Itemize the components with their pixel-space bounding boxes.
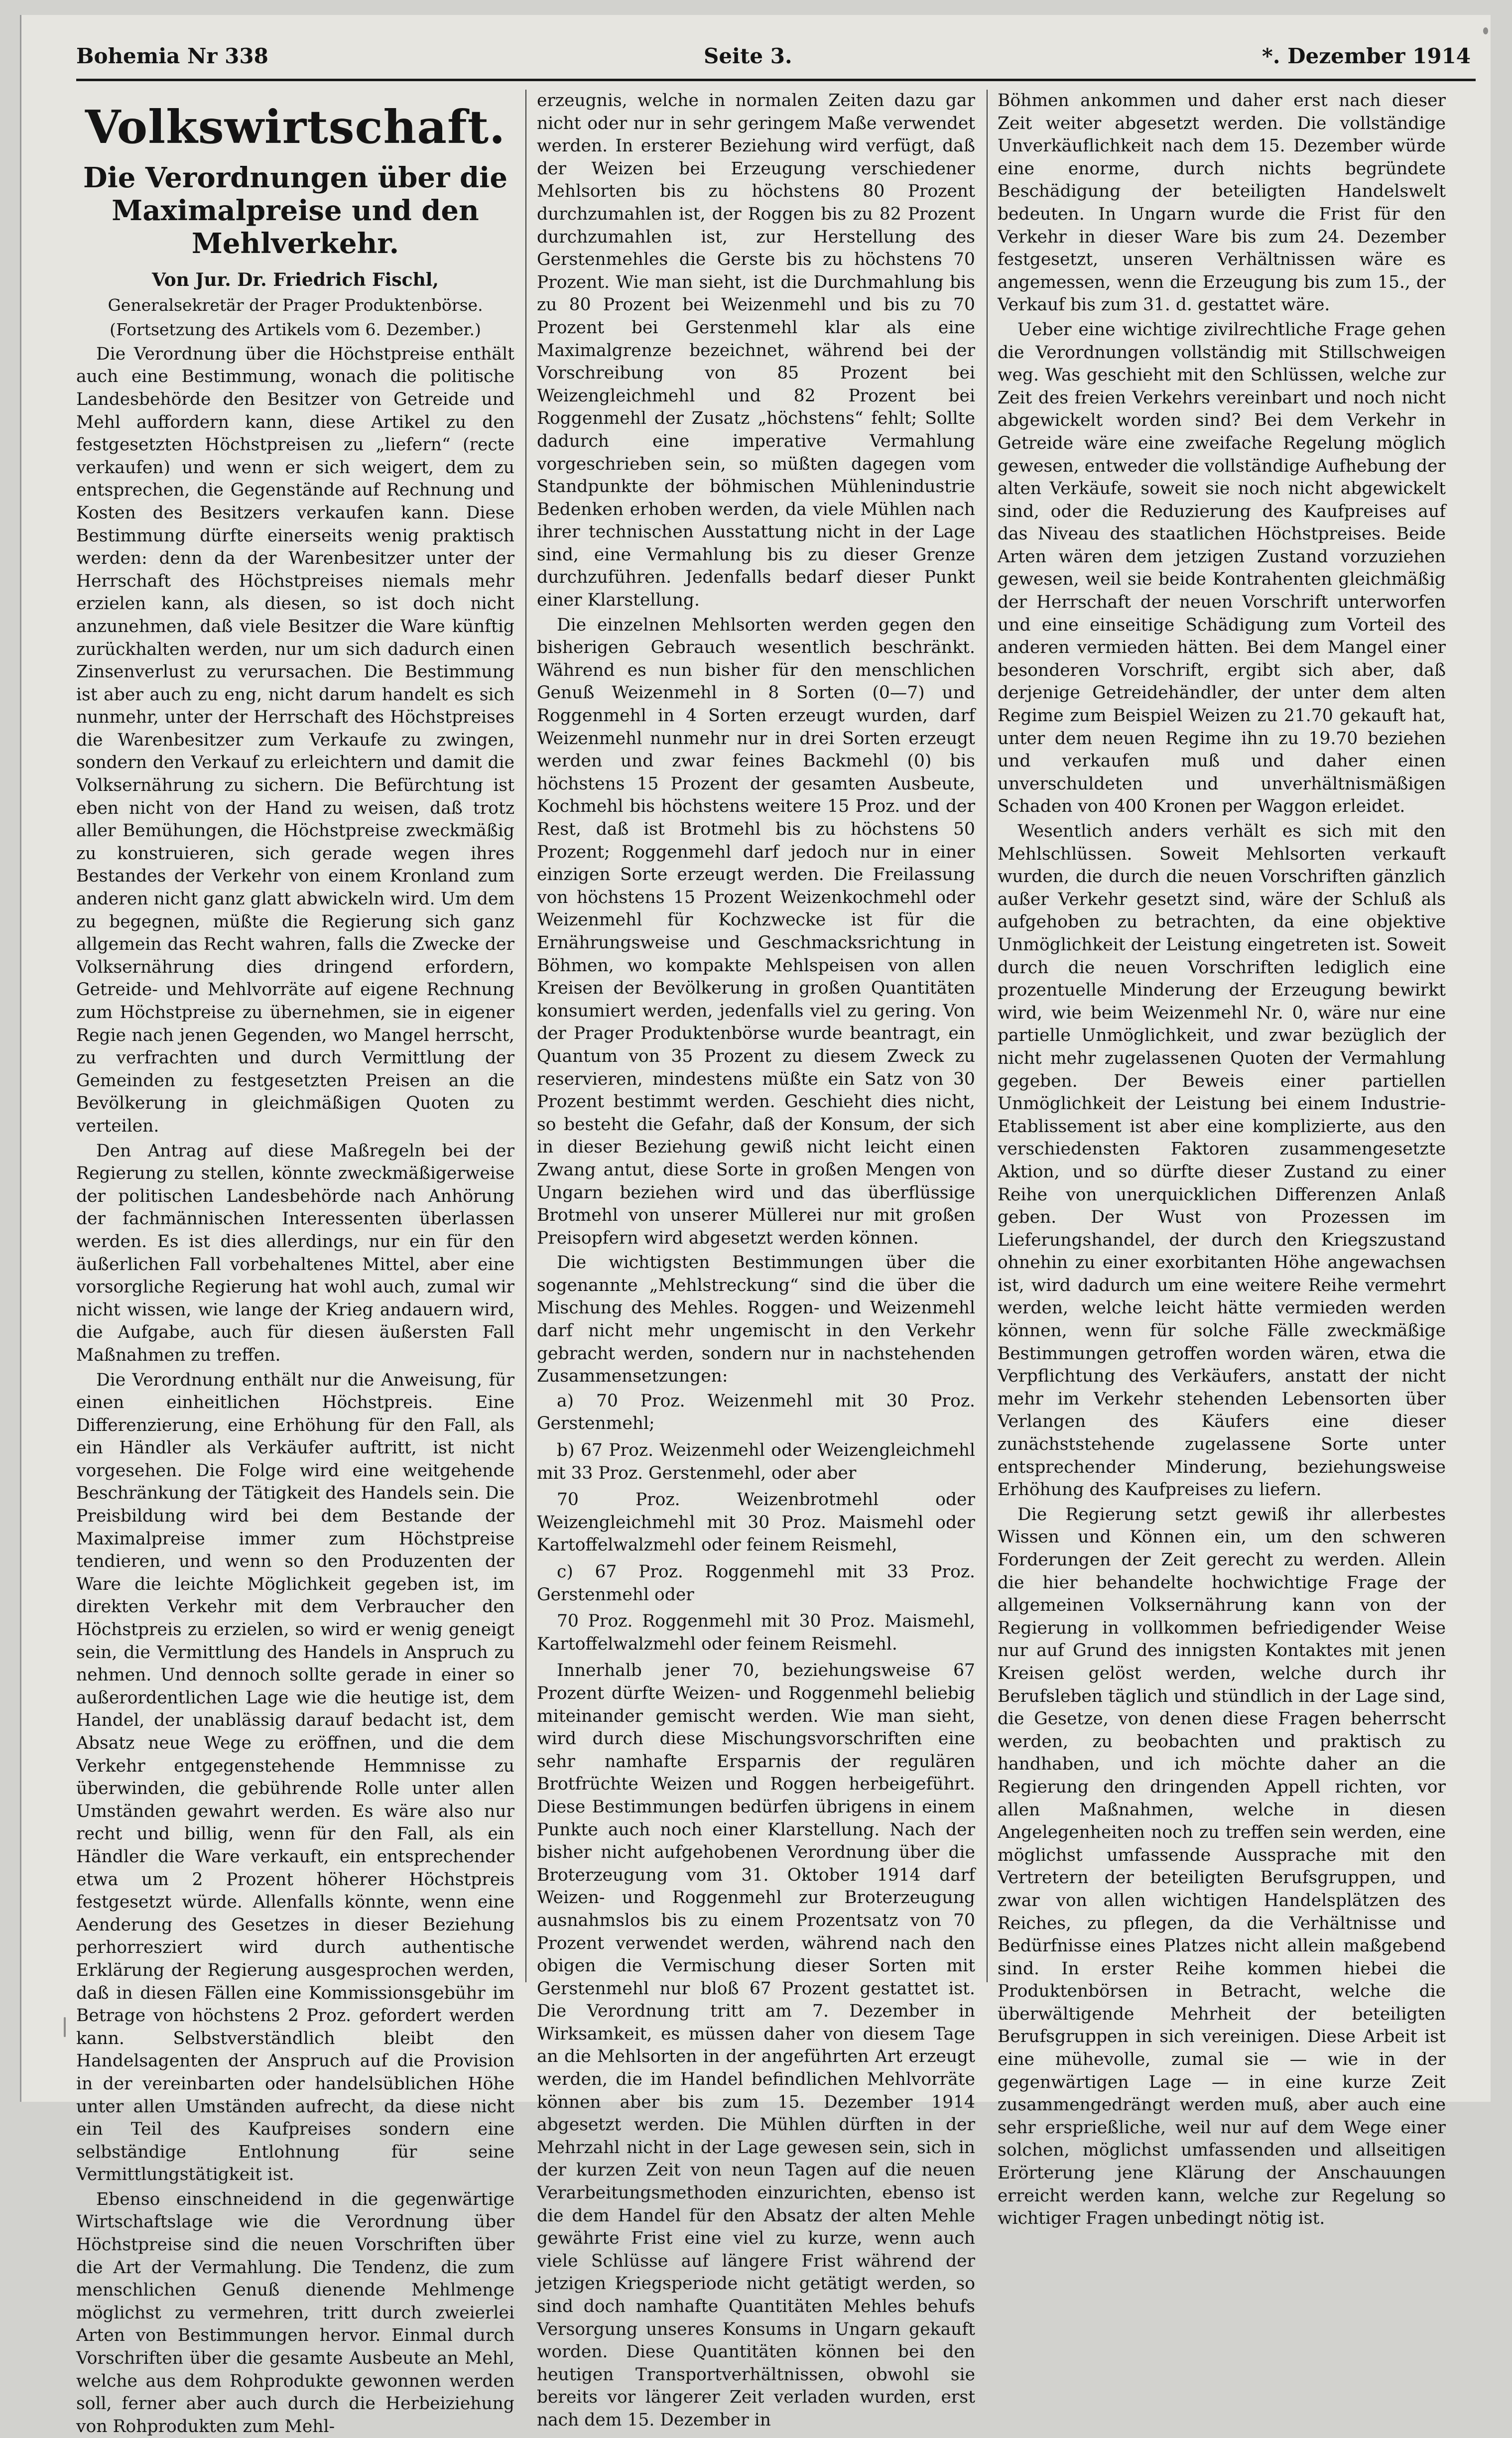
article-author-title: Generalsekretär der Prager Produktenbörse. bbox=[108, 295, 483, 315]
article-author: Von Jur. Dr. Friedrich Fischl, bbox=[152, 269, 439, 290]
paragraph: erzeugnis, welche in normalen Zeiten dazu gar nicht oder nur in sehr geringem Maße verwendet werden. In ersterer Beziehung wird verfügt, daß der Weizen bei Erzeugung verschiedener Mehlsorten bis zu höchstens 80 Prozent durchzumahlen ist, der Roggen bis zu 82 Prozent durchzumahlen ist, zur Herstellung des Gerstenmehles die Gerste bis zu höchstens 70 Prozent. Wie man sieht, ist die Durchmahlung bis zu 80 Prozent bei Weizenmehl und bis zu 70 Prozent bei Gerstenmehl klar als eine Maximalgrenze bezeichnet, während bei der Vorschreibung von 85 Prozent bei Weizengleichmehl und 82 Prozent bei Roggenmehl der Zusatz „höchstens“ fehlt; Sollte dadurch eine imperative Vermahlung vorgeschrieben sein, so müßten dagegen vom Standpunkte der böhmischen Mühlenindustrie Bedenken erhoben werden, da viele Mühlen nach ihrer technischen Ausstattung nicht in der Lage sind, eine Vermahlung bis zu dieser Grenze durchzuführen. Jedenfalls bedarf dieser Punkt einer Klarstellung. bbox=[537, 91, 975, 611]
masthead-rule bbox=[76, 79, 1476, 81]
column-2 bbox=[537, 90, 975, 2430]
paragraph: Die Regierung setzt gewiß ihr allerbestes Wissen und Können ein, um den schweren Forderungen der Zeit gerecht zu werden. Allein die hier behandelte hochwichtige Frage der allgemeinen Volksernährung kann von der Regierung in vollkommen befriedigender Weise nur auf Grund des innigsten Kontaktes mit jenen Kreisen gelöst werden, welche durch ihr Berufsleben täglich und stündlich in der Lage sind, die Gesetze, von denen diese Fragen beherrscht werden, zu beobachten und praktisch zu handhaben, und ich möchte daher an die Regierung den dringenden Appell richten, vor allen Maßnahmen, welche in diesen Angelegenheiten noch zu treffen sein werden, eine möglichst umfassende Aussprache mit den Vertretern der beteiligten Berufsgruppen, und zwar von allen wichtigen Handelsplätzen des Reiches, zu pflegen, da die Verhältnisse und Bedürfnisse eines Platzes nicht allein maßgebend sind. In erster Reihe kommen hiebei die Produktenbörsen in Betracht, welche die überwältigende Mehrheit der beteiligten Berufsgruppen in sich vereinigen. Diese Arbeit ist eine mühevolle, zumal sie — wie in der gegenwärtigen Lage — in eine kurze Zeit zusammengedrängt werden muß, aber auch eine sehr ersprießliche, weil nur auf dem Wege einer solchen, möglichst umfassenden und allseitigen Erörterung jene Klärung der Anschauungen erreicht werden kann, welche zur Regelung so wichtiger Fragen unbedingt nötig ist. bbox=[998, 1504, 1446, 2229]
column-3 bbox=[998, 90, 1446, 2229]
paragraph: Die einzelnen Mehlsorten werden gegen den bisherigen Gebrauch wesentlich beschränkt. Während es nun bisher für den menschlichen Genuß Weizenmehl in 8 Sorten (0—7) und Roggenmehl in 4 Sorten erzeugt wurden, darf Weizenmehl nunmehr nur in drei Sorten erzeugt werden und zwar feines Backmehl (0) bis höchstens 15 Prozent der gesamten Ausbeute, Kochmehl bis höchstens weitere 15 Proz. und der Rest, daß ist Brotmehl bis zu höchstens 50 Prozent; Roggenmehl darf jedoch nur in einer einzigen Sorte erzeugt werden. Die Freilassung von höchstens 15 Prozent Weizenkochmehl oder Weizenmehl für Kochzwecke ist für die Ernährungsweise und Geschmacksrichtung in Böhmen, wo kompakte Mehlspeisen von allen Kreisen der Bevölkerung in großen Quantitäten konsumiert werden, jedenfalls viel zu gering. Von der Prager Produktenbörse wurde beantragt, ein Quantum von 35 Prozent zu diesem Zweck zu reservieren, mindestens müßte ein Satz von 30 Prozent bestimmt werden. Geschieht dies nicht, so besteht die Gefahr, daß der Konsum, der sich in dieser Beziehung gewiß nicht leicht einen Zwang antut, diese Sorte in großen Mengen von Ungarn beziehen wird und das überflüssige Brotmehl von unserer Müllerei nur mit großen Preisopfern wird abgesetzt werden können. bbox=[537, 615, 975, 1248]
paragraph: Ueber eine wichtige zivilrechtliche Frage gehen die Verordnungen vollständig mit Stillschweigen weg. Was geschieht mit den Schlüssen, welche zur Zeit des freien Verkehrs vereinbart und noch nicht abgewickelt worden sind? Bei dem Verkehr in Getreide wäre eine zweifache Regelung möglich gewesen, entweder die vollständige Aufhebung der alten Verkäufe, soweit sie noch nicht abgewickelt sind, oder die Reduzierung des Kaufpreises auf das Niveau des staatlichen Höchstpreises. Beide Arten wären dem jetzigen Zustand vorzuziehen gewesen, weil sie beide Kontrahenten gleichmäßig der Herrschaft der neuen Vorschrift unterworfen und eine einseitige Schädigung zum Vorteil des anderen vermieden hätten. Bei dem Mangel einer besonderen Vorschrift, ergibt sich aber, daß derjenige Getreidehändler, der unter dem alten Regime zum Beispiel Weizen zu 21.70 gekauft hat, unter dem neuen Regime ihn zu 19.70 beziehen und verkaufen muß und daher einen unverschuldeten und unverhältnismäßigen Schaden von 400 Kronen per Waggon erleidet. bbox=[998, 319, 1446, 817]
paragraph: Innerhalb jener 70, beziehungsweise 67 Prozent dürfte Weizen- und Roggenmehl beliebig miteinander gemischt werden. Wie man sieht, wird durch diese Mischungsvorschriften eine sehr namhafte Ersparnis der regulären Brotfrüchte Weizen und Roggen herbeigeführt. Diese Bestimmungen bedürfen übrigens in einem Punkte auch noch einer Klarstellung. Nach der bisher nicht aufgehobenen Verordnung über die Broterzeugung vom 31. Oktober 1914 darf Weizen- und Roggenmehl zur Broterzeugung ausnahmslos bis zu einem Prozentsatz von 70 Prozent verwendet werden, während nach den obigen die Vermischung dieser Sorten mit Gerstenmehl nur bloß 67 Prozent gestattet ist. Die Verordnung tritt am 7. Dezember in Wirksamkeit, es müssen daher von diesem Tage an die Mehlsorten in der angeführten Art erzeugt werden, die im Handel befindlichen Mehlvorräte können aber bis zum 15. Dezember 1914 abgesetzt werden. Die Mühlen dürften in der Mehrzahl nicht in der Lage gewesen sein, sich in der kurzen Zeit von neun Tagen auf die neuen Verarbeitungsmethoden einzurichten, ebenso ist die dem Handel für den Absatz der alten Mehle gewährte Frist eine viel zu kurze, wenn auch viele Schlüsse auf längere Frist während der jetzigen Kriegsperiode nicht getätigt werden, so sind doch namhafte Quantitäten Mehles behufs Versorgung unseres Konsums in Ungarn gekauft worden. Diese Quantitäten können bei den heutigen Transportverhältnissen, obwohl sie bereits vor längerer Zeit verladen wurden, erst nach dem 15. Dezember in bbox=[537, 1661, 975, 2430]
masthead-issue: Bohemia Nr 338 bbox=[76, 44, 268, 68]
mixture-item-c: c) 67 Proz. Roggenmehl mit 33 Proz. Gerstenmehl oder bbox=[537, 1562, 975, 1605]
mixture-item-c-alt: 70 Proz. Roggenmehl mit 30 Proz. Maismehl, Kartoffelwalzmehl oder feinem Reismehl. bbox=[537, 1611, 975, 1654]
mixture-item-b: b) 67 Proz. Weizenmehl oder Weizengleichmehl mit 33 Proz. Gerstenmehl, oder aber bbox=[537, 1440, 975, 1483]
paragraph: Die wichtigsten Bestimmungen über die sogenannte „Mehlstreckung“ sind die über die Mischung des Mehles. Roggen- und Weizenmehl darf nicht mehr ungemischt in den Verkehr gebracht werden, sondern nur in nachstehenden Zusammensetzungen: bbox=[537, 1253, 975, 1387]
print-blemish bbox=[64, 2017, 66, 2037]
masthead-date: *. Dezember 1914 bbox=[1261, 44, 1471, 68]
paragraph: Die Verordnung enthält nur die Anweisung, für einen einheitlichen Höchstpreis. Eine Differenzierung, eine Erhöhung für den Fall, als ein Händler als Verkäufer auftritt, ist nicht vorgesehen. Die Folge wird eine weitgehende Beschränkung der Tätigkeit des Handels sein. Die Preisbildung wird bei dem Bestande der Maximalpreise immer zum Höchstpreise tendieren, und wenn so den Produzenten der Ware die leichte Möglichkeit gegeben ist, im direkten Verkehr mit dem Verbraucher den Höchstpreis zu erzielen, so wird er wenig geneigt sein, die Vermittlung des Handels in Anspruch zu nehmen. Und dennoch sollte gerade in einer so außerordentlichen Lage wie die heutige ist, dem Handel, der unablässig darauf bedacht ist, dem Absatz neue Wege zu eröffnen, und die dem Verkehr entgegenstehende Hemmnisse zu überwinden, die gebührende Rolle unter allen Umständen gewahrt werden. Es wäre also nur recht und billig, wenn für den Fall, als ein Händler die Ware verkauft, ein entsprechender etwa um 2 Prozent höherer Höchstpreis festgesetzt würde. Allenfalls könnte, wenn eine Aenderung des Gesetzes in dieser Beziehung perhorresziert wird durch authentische Erklärung der Regierung ausgesprochen werden, daß in diesen Fällen eine Kommissionsgebühr im Betrage von höchstens 2 Proz. gefordert werden kann. Selbstverständlich bleibt den Handelsagenten der Anspruch auf die Provision in der vereinbarten oder handelsüblichen Höhe unter allen Umständen aufrecht, da diese nicht ein Teil des Kaufpreises sondern eine selbständige Entlohnung für seine Vermittlungstätigkeit ist. bbox=[76, 1370, 514, 2185]
newspaper-page bbox=[20, 15, 1491, 2437]
paragraph: Wesentlich anders verhält es sich mit den Mehlschlüssen. Soweit Mehlsorten verkauft wurden, die durch die neuen Vorschriften gänzlich außer Verkehr gesetzt sind, wäre der Schluß als aufgehoben zu betrachten, da eine objektive Unmöglichkeit der Leistung eingetreten ist. Soweit durch die neuen Vorschriften lediglich eine prozentuelle Minderung der Erzeugung bewirkt wird, wie beim Weizenmehl Nr. 0, wäre nur eine partielle Unmöglichkeit, und zwar bezüglich der nicht mehr zugelassenen Quoten der Vermahlung gegeben. Der Beweis einer partiellen Unmöglichkeit der Leistung bei einem Industrie-Etablissement ist aber eine komplizierte, aus den verschiedensten Faktoren zusammengesetzte Aktion, und so dürfte dieser Zustand zu einer Reihe von unerquicklichen Differenzen Anlaß geben. Der Wust von Prozessen im Lieferungshandel, der durch den Kriegszustand ohnehin zu einer exorbitanten Höhe angewachsen ist, wird dadurch um eine weitere Reihe vermehrt werden, welche leicht hätte vermieden werden können, wenn für solche Fälle zweckmäßige Bestimmungen getroffen worden wären, etwa die Verpflichtung des Verkäufers, anstatt der nicht mehr im Verkehr stehenden Lebensorten über Verlangen des Käufers eine dieser zunächststehende zugelassene Sorte unter entsprechender Minderung, beziehungsweise Erhöhung des Kaufpreises zu liefern. bbox=[998, 821, 1446, 1500]
mixture-item-b-alt: 70 Proz. Weizenbrotmehl oder Weizengleichmehl mit 30 Proz. Maismehl oder Kartoffelwalzmehl oder feinem Reismehl, bbox=[537, 1490, 975, 1555]
print-blemish bbox=[1483, 27, 1488, 34]
article-continuation-note: (Fortsetzung des Artikels vom 6. Dezember.) bbox=[110, 320, 481, 340]
paragraph: Den Antrag auf diese Maßregeln bei der Regierung zu stellen, könnte zweckmäßigerweise der politischen Landesbehörde nach Anhörung der fachmännischen Interessenten überlassen werden. Es ist dies allerdings, nur ein für den äußerlichen Fall vorbehaltenes Mittel, aber eine vorsorgliche Regierung hat wohl auch, zumal wir nicht wissen, wie lange der Krieg andauern wird, die Aufgabe, auch für diesen äußersten Fall Maßnahmen zu treffen. bbox=[76, 1141, 514, 1365]
paragraph: Böhmen ankommen und daher erst nach dieser Zeit weiter abgesetzt werden. Die vollständige Unverkäuflichkeit nach dem 15. Dezember würde eine enorme, durch nichts begründete Beschädigung der beteiligten Handelswelt bedeuten. In Ungarn wurde die Frist für den Verkehr in dieser Ware bis zum 24. Dezember festgesetzt, unseren Verhältnissen wäre es angemessen, wenn die Erzeugung bis zum 15., der Verkauf bis zum 31. d. gestattet wäre. bbox=[998, 91, 1446, 315]
paragraph: Die Verordnung über die Höchstpreise enthält auch eine Bestimmung, wonach die politische Landesbehörde den Besitzer von Getreide und Mehl auffordern kann, diese Artikel zu den festgesetzten Höchstpreisen zu „liefern“ (recte verkaufen) und wenn er sich weigert, dem zu entsprechen, die Gegenstände auf Rechnung und Kosten des Besitzers verkaufen kann. Diese Bestimmung dürfte einerseits wenig praktisch werden: denn da der Warenbesitzer unter der Herrschaft des Höchstpreises niemals mehr erzielen kann, als diesen, so ist doch nicht anzunehmen, daß viele Besitzer die Ware künftig zurückhalten werden, nur um sich dadurch einen Zinsenverlust zu verursachen. Die Bestimmung ist aber auch zu eng, nicht darum handelt es sich nunmehr, unter der Herrschaft des Höchstpreises die Warenbesitzer zum Verkaufe zu zwingen, sondern den Verkauf zu erleichtern und damit die Volksernährung zu sichern. Die Befürchtung ist eben nicht von der Hand zu weisen, daß trotz aller Bemühungen, die Höchstpreise zweckmäßig zu konstruieren, sich gerade wegen ihres Bestandes der Verkehr von einem Kronland zum anderen nicht ganz glatt abwickeln wird. Um dem zu begegnen, müßte die Regierung sich ganz allgemein das Recht wahren, falls die Zwecke der Volksernährung dies dringend erfordern, Getreide- und Mehlvorräte auf eigene Rechnung zum Höchstpreise zu übernehmen, sie in eigener Regie nach jenen Gegenden, wo Mangel herrscht, zu verfrachten und durch Vermittlung der Gemeinden zu festgesetzten Preisen an die Bevölkerung in gleichmäßigen Quoten zu verteilen. bbox=[76, 344, 514, 1136]
column-1 bbox=[76, 90, 514, 2437]
masthead-page-number: Seite 3. bbox=[704, 44, 792, 68]
section-title: Volkswirtschaft. bbox=[85, 100, 506, 154]
article-title: Die Verordnungen über die Maximalpreise und den Mehlverkehr. bbox=[83, 161, 508, 260]
paragraph: Ebenso einschneidend in die gegenwärtige Wirtschaftslage wie die Verordnung über Höchstpreise sind die neuen Vorschriften über die Art der Vermahlung. Die Tendenz, die zum menschlichen Genuß dienende Mehlmenge möglichst zu vermehren, tritt durch zweierlei Arten von Bestimmungen hervor. Einmal durch Vorschriften über die gesamte Ausbeute an Mehl, welche aus dem Rohprodukte gewonnen werden soll, ferner aber auch durch die Herbeiziehung von Rohprodukten zum Mehl- bbox=[76, 2189, 514, 2437]
column-divider bbox=[525, 90, 526, 1982]
masthead bbox=[76, 44, 1471, 79]
mixture-item-a: a) 70 Proz. Weizenmehl mit 30 Proz. Gerstenmehl; bbox=[537, 1391, 975, 1434]
column-divider bbox=[987, 90, 988, 1982]
